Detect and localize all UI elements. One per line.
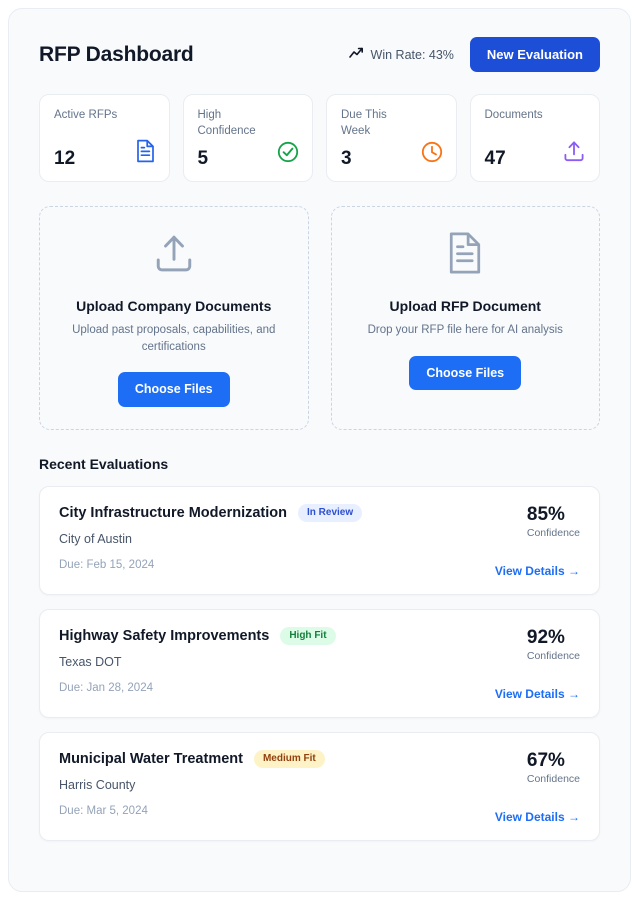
app-window xyxy=(8,8,631,892)
arrow-right-icon: → xyxy=(568,563,580,578)
view-details-label: View Details xyxy=(494,563,565,578)
upload-title: Upload Company Documents xyxy=(76,298,272,314)
upload-subtitle: Drop your RFP file here for AI analysis xyxy=(367,324,563,336)
upload-title: Upload RFP Document xyxy=(389,298,541,314)
evaluation-title-row xyxy=(59,750,325,768)
evaluation-score-block xyxy=(495,627,580,701)
upload-icon xyxy=(152,231,196,280)
confidence-label: Confidence xyxy=(526,772,580,785)
confidence-score: 85% xyxy=(526,503,565,525)
page-title: RFP Dashboard xyxy=(39,42,194,66)
confidence-label: Confidence xyxy=(526,526,580,539)
evaluation-title-row xyxy=(59,504,362,522)
stat-card-active-rfps[interactable] xyxy=(39,94,170,182)
evaluation-organization: Texas DOT xyxy=(59,654,122,669)
win-rate-stat xyxy=(349,47,454,62)
win-rate-label: Win Rate: 43% xyxy=(370,47,454,62)
recent-evaluations-title: Recent Evaluations xyxy=(39,455,169,472)
choose-files-button-company[interactable]: Choose Files xyxy=(118,372,230,407)
stat-value: 47 xyxy=(484,148,506,169)
view-details-label: View Details xyxy=(494,686,565,701)
status-badge: Medium Fit xyxy=(254,750,325,768)
stat-card-due-this-week[interactable] xyxy=(326,94,457,182)
dashboard-body xyxy=(9,9,630,841)
evaluation-info xyxy=(59,504,362,571)
new-evaluation-button[interactable]: New Evaluation xyxy=(470,37,600,72)
trending-up-icon xyxy=(349,47,364,62)
stat-label: High Confidence xyxy=(197,109,256,137)
upload-icon xyxy=(562,139,586,168)
stat-label: Active RFPs xyxy=(54,109,118,121)
arrow-right-icon: → xyxy=(568,809,580,824)
header-actions xyxy=(349,37,600,72)
evaluation-organization: City of Austin xyxy=(59,531,132,546)
evaluation-due-date: Due: Jan 28, 2024 xyxy=(59,681,153,694)
confidence-score: 92% xyxy=(526,626,565,648)
clock-icon xyxy=(421,141,443,168)
recent-evaluations-list xyxy=(39,486,600,841)
view-details-link[interactable] xyxy=(495,687,580,701)
stat-card-grid xyxy=(39,94,600,182)
stat-label: Due This Week xyxy=(341,109,387,137)
stat-value: 3 xyxy=(341,148,352,169)
check-circle-icon xyxy=(277,141,299,168)
upload-panels xyxy=(39,206,600,430)
evaluation-score-block xyxy=(495,504,580,578)
evaluation-title: Highway Safety Improvements xyxy=(59,627,270,644)
view-details-link[interactable] xyxy=(495,564,580,578)
upload-rfp-document-dropzone[interactable] xyxy=(331,206,601,430)
evaluation-title-row xyxy=(59,627,336,645)
list-item[interactable] xyxy=(39,486,600,595)
stat-value: 12 xyxy=(54,148,76,169)
choose-files-button-rfp[interactable]: Choose Files xyxy=(409,356,521,391)
page-header xyxy=(39,37,600,72)
list-item[interactable] xyxy=(39,609,600,718)
evaluation-score-block xyxy=(495,750,580,824)
stat-card-high-confidence[interactable] xyxy=(183,94,314,182)
evaluation-title: Municipal Water Treatment xyxy=(59,750,243,767)
evaluation-due-date: Due: Feb 15, 2024 xyxy=(59,558,155,571)
confidence-label: Confidence xyxy=(526,649,580,662)
evaluation-due-date: Due: Mar 5, 2024 xyxy=(59,804,148,817)
arrow-right-icon: → xyxy=(568,686,580,701)
upload-company-documents-dropzone[interactable] xyxy=(39,206,309,430)
confidence-score: 67% xyxy=(526,749,565,771)
document-icon xyxy=(444,231,486,280)
status-badge: In Review xyxy=(298,504,362,522)
evaluation-title: City Infrastructure Modernization xyxy=(59,504,287,521)
stat-value: 5 xyxy=(197,148,209,169)
evaluation-info xyxy=(59,750,325,817)
evaluation-info xyxy=(59,627,336,694)
view-details-label: View Details xyxy=(494,809,565,824)
status-badge: High Fit xyxy=(280,627,335,645)
evaluation-organization: Harris County xyxy=(59,777,136,792)
document-icon xyxy=(135,139,156,168)
view-details-link[interactable] xyxy=(495,810,580,824)
upload-subtitle: Upload past proposals, capabilities, and certifications xyxy=(72,324,276,353)
stat-label: Documents xyxy=(484,109,543,121)
stat-card-documents[interactable] xyxy=(470,94,601,182)
list-item[interactable] xyxy=(39,732,600,841)
